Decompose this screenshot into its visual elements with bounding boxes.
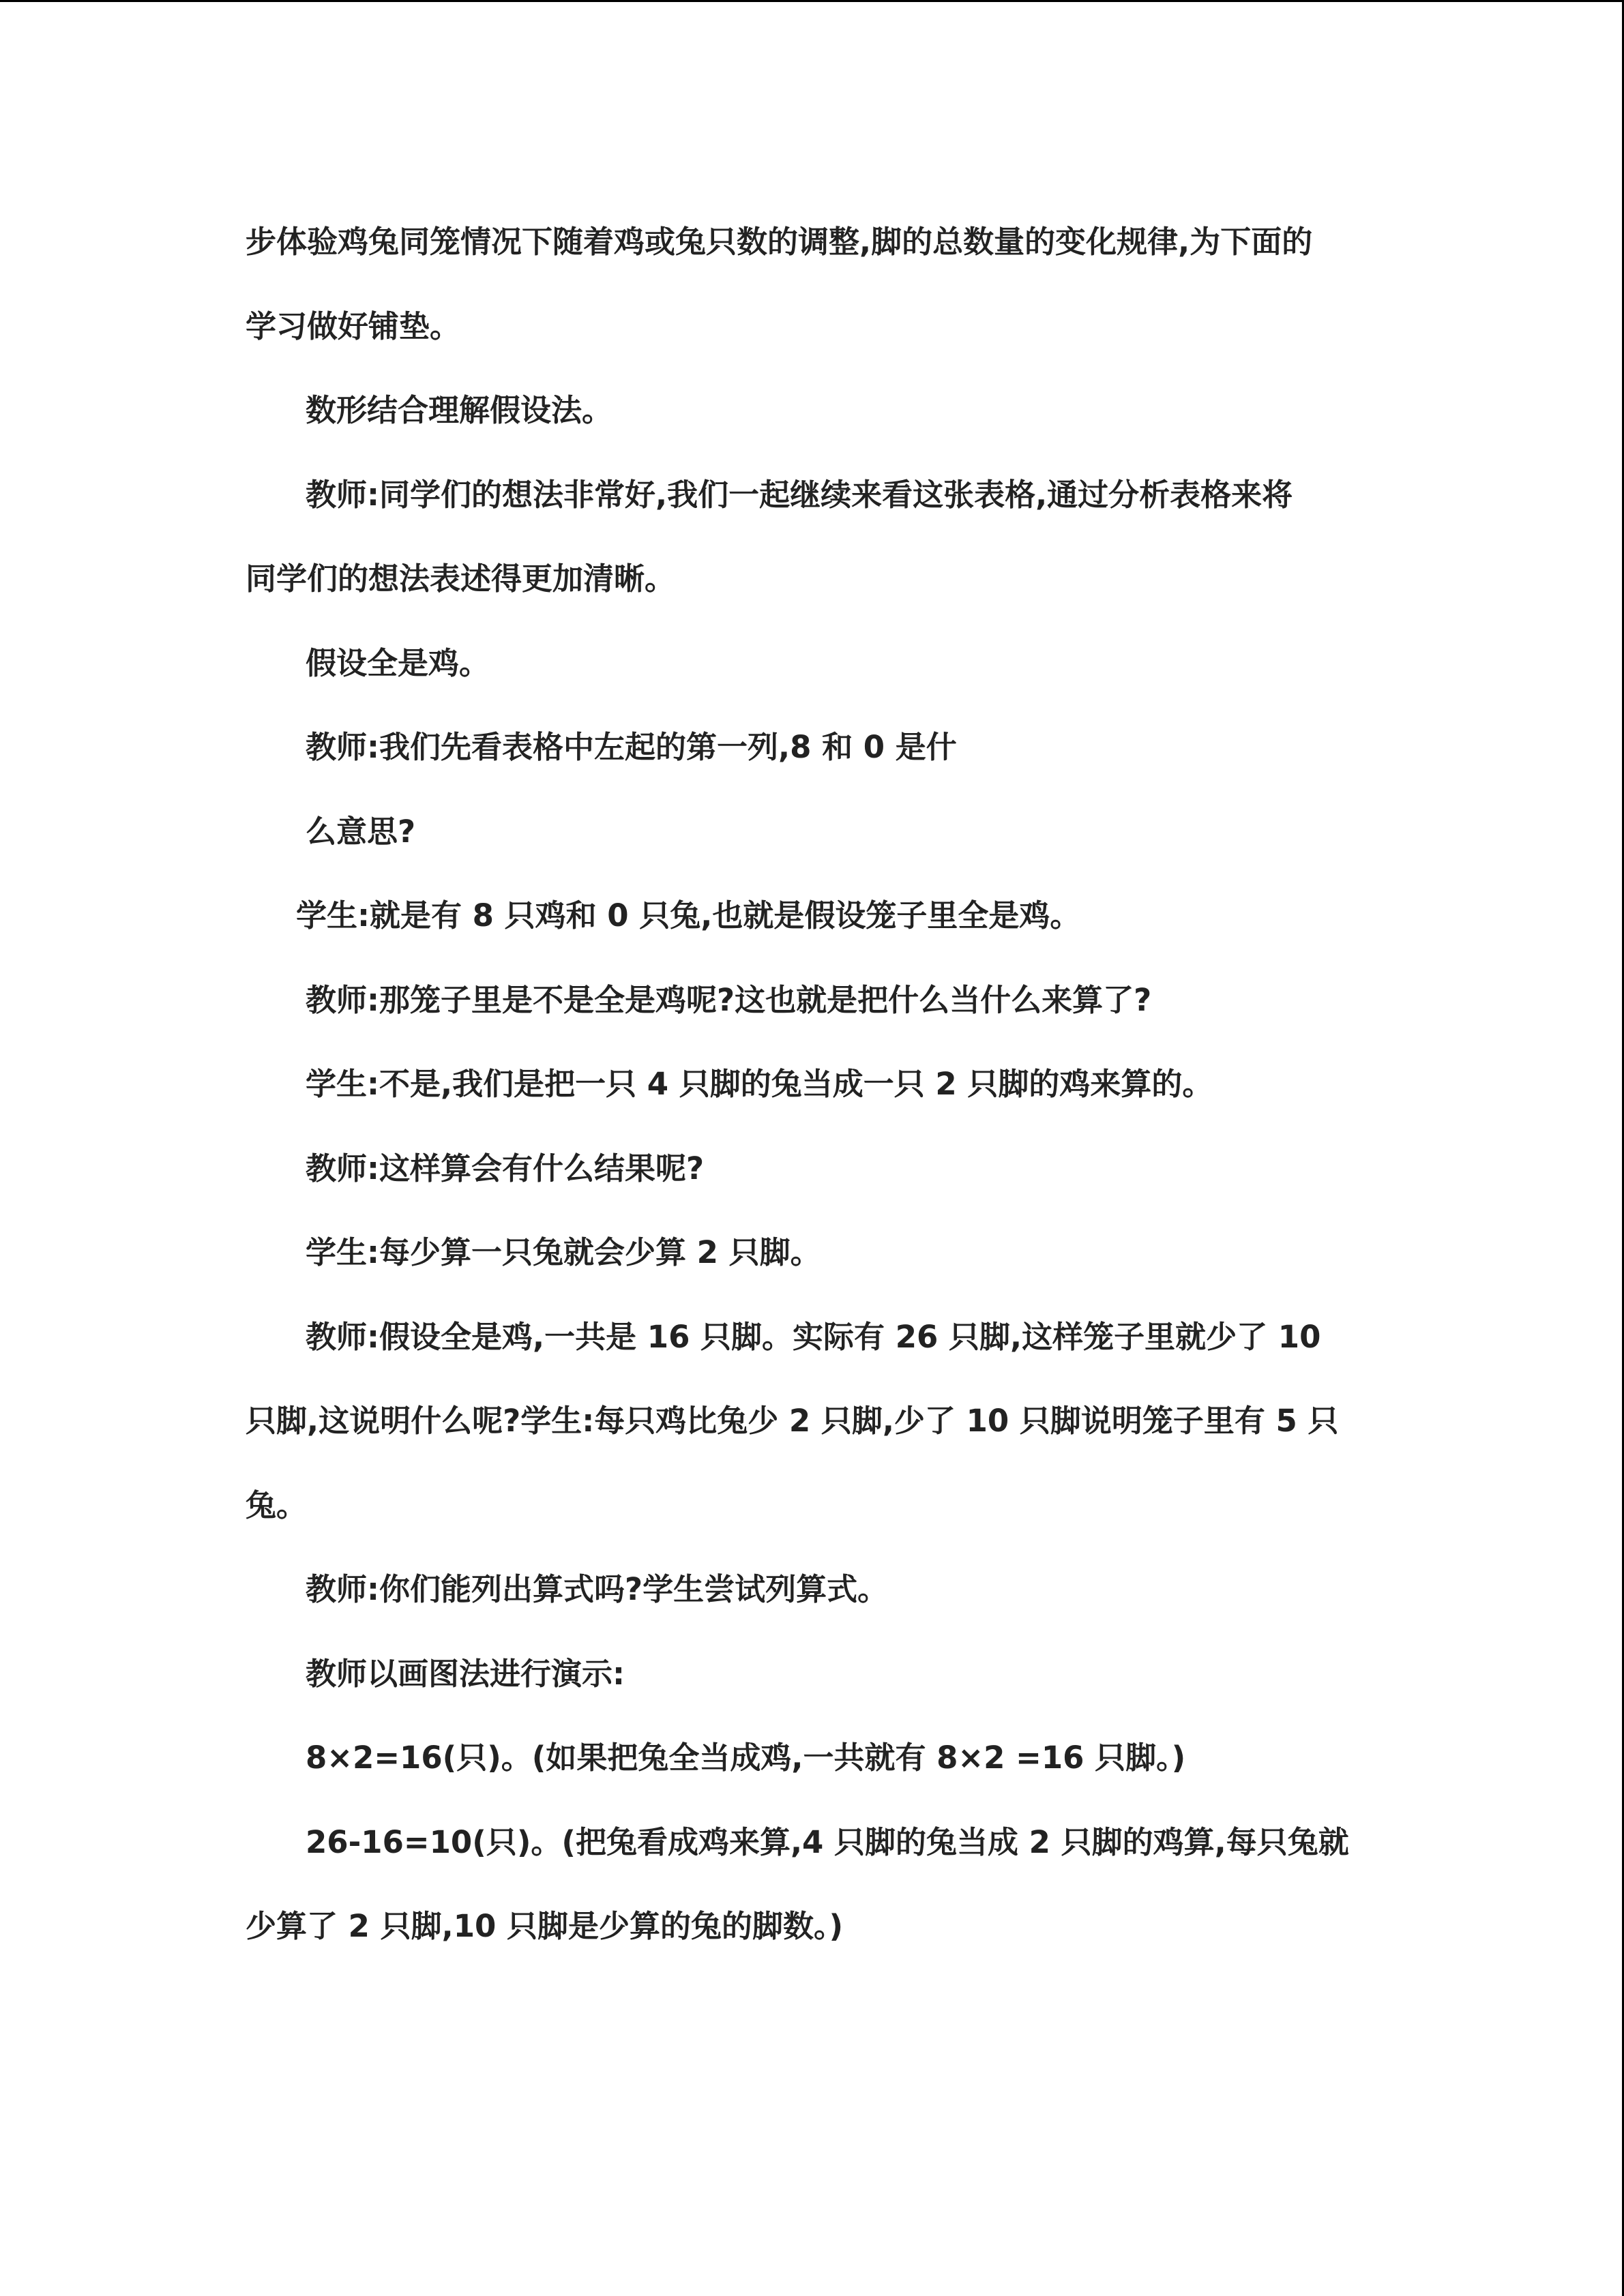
text-line: 学生:不是,我们是把一只 4 只脚的兔当成一只 2 只脚的鸡来算的。 [306, 1066, 1213, 1102]
text-line: 兔。 [246, 1487, 308, 1523]
text-line: 学生:每少算一只兔就会少算 2 只脚。 [306, 1234, 821, 1270]
text-line: 步体验鸡兔同笼情况下随着鸡或兔只数的调整,脚的总数量的变化规律,为下面的 [246, 224, 1313, 260]
text-line: 同学们的想法表述得更加清晰。 [246, 561, 676, 597]
document-body [246, 200, 1405, 1969]
text-line: 教师以画图法进行演示: [306, 1655, 625, 1692]
text-line: 教师:我们先看表格中左起的第一列,8 和 0 是什 [306, 729, 957, 765]
text-line: 么意思? [306, 813, 416, 850]
text-line: 8×2=16(只)。(如果把兔全当成鸡,一共就有 8×2 =16 只脚。) [306, 1740, 1186, 1776]
text-line: 教师:同学们的想法非常好,我们一起继续来看这张表格,通过分析表格来将 [306, 476, 1293, 513]
text-line: 教师:那笼子里是不是全是鸡呢?这也就是把什么当什么来算了? [306, 981, 1152, 1018]
text-line: 学习做好铺垫。 [246, 308, 461, 344]
text-line: 假设全是鸡。 [306, 644, 490, 681]
text-line: 教师:你们能列出算式吗?学生尝试列算式。 [306, 1571, 889, 1607]
text-line: 少算了 2 只脚,10 只脚是少算的兔的脚数。) [246, 1908, 844, 1944]
text-line: 学生:就是有 8 只鸡和 0 只兔,也就是假设笼子里全是鸡。 [296, 897, 1081, 934]
text-line: 数形结合理解假设法。 [306, 392, 613, 428]
text-line: 教师:这样算会有什么结果呢? [306, 1150, 705, 1187]
text-line: 教师:假设全是鸡,一共是 16 只脚。实际有 26 只脚,这样笼子里就少了 10 [306, 1318, 1321, 1355]
text-line: 只脚,这说明什么呢?学生:每只鸡比兔少 2 只脚,少了 10 只脚说明笼子里有 5 只 [246, 1403, 1339, 1439]
text-line: 26-16=10(只)。(把兔看成鸡来算,4 只脚的兔当成 2 只脚的鸡算,每只兔就 [306, 1823, 1349, 1860]
